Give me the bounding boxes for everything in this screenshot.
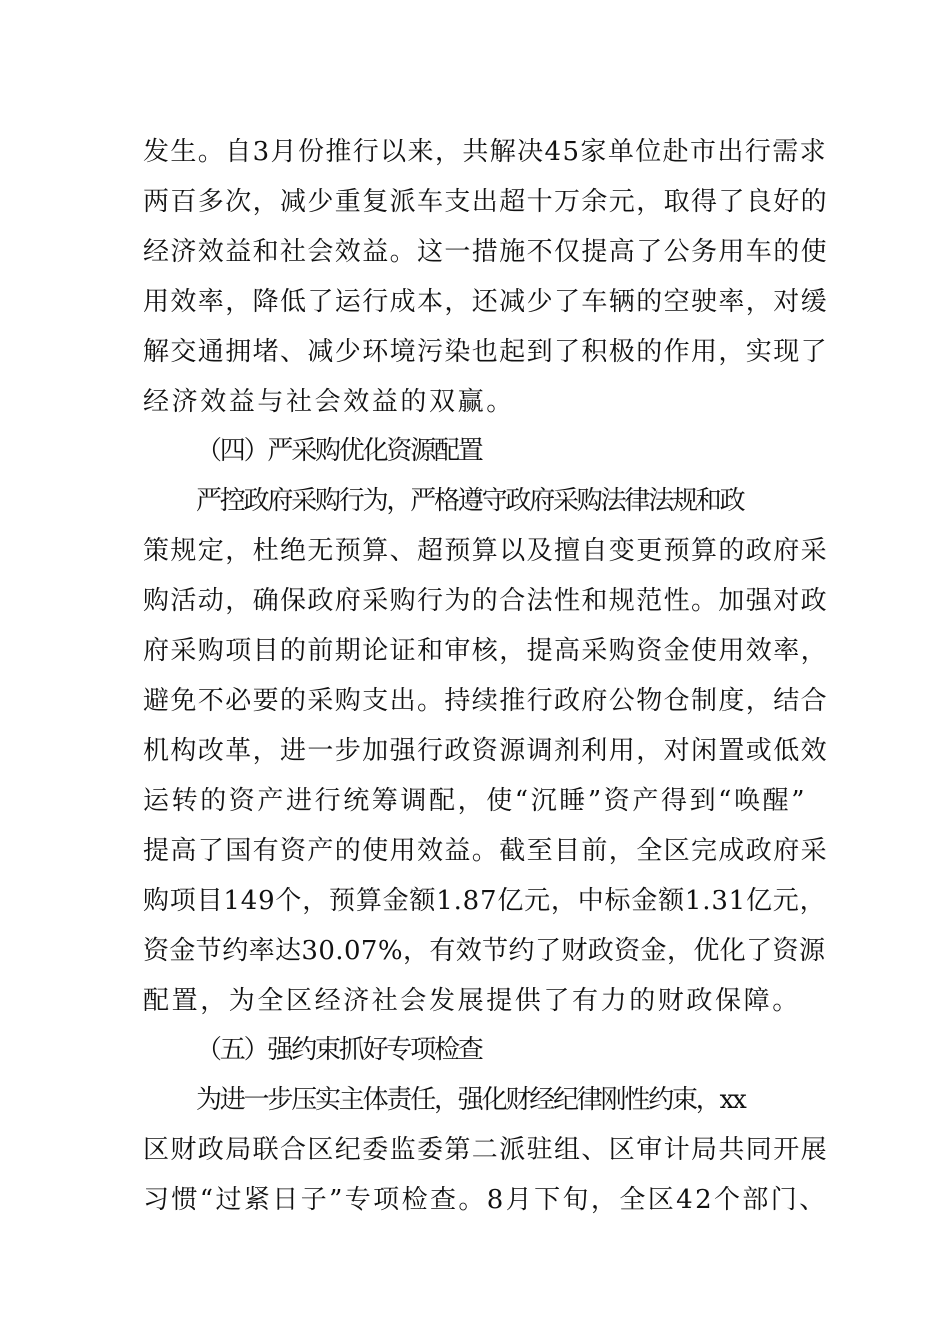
text-line: 购活动，确保政府采购行为的合法性和规范性。加强对政	[143, 586, 829, 616]
text-line: 严控政府采购行为，严格遵守政府采购法律法规和政	[196, 486, 744, 516]
text-line: 购项目149个，预算金额1.87亿元，中标金额1.31亿元，	[143, 886, 827, 916]
section-heading-4: （四）严采购优化资源配置	[196, 436, 482, 466]
section-heading-5: （五）强约束抓好专项检查	[196, 1035, 482, 1065]
text-line: 发生。自3月份推行以来，共解决45家单位赴市出行需求	[143, 137, 828, 167]
text-line: 提高了国有资产的使用效益。截至目前，全区完成政府采	[143, 836, 829, 866]
text-line: 经济效益和社会效益。这一措施不仅提高了公务用车的使	[143, 237, 829, 267]
text-line: 习惯“过紧日子”专项检查。8月下旬，全区42个部门、	[143, 1185, 828, 1215]
text-line: 府采购项目的前期论证和审核，提高采购资金使用效率，	[143, 636, 829, 666]
text-line: 区财政局联合区纪委监委第二派驻组、区审计局共同开展	[143, 1135, 829, 1165]
text-line: 配置，为全区经济社会发展提供了有力的财政保障。	[143, 986, 801, 1016]
text-line: 运转的资产进行统筹调配，使“沉睡”资产得到“唤醒”	[143, 786, 808, 816]
text-line: 避免不必要的采购支出。持续推行政府公物仓制度，结合	[143, 686, 829, 716]
text-line: 用效率，降低了运行成本，还减少了车辆的空驶率，对缓	[143, 287, 829, 317]
text-line: 解交通拥堵、减少环境污染也起到了积极的作用，实现了	[143, 337, 829, 367]
text-line: 两百多次，减少重复派车支出超十万余元，取得了良好的	[143, 187, 829, 217]
text-line: 经济效益与社会效益的双赢。	[143, 387, 515, 417]
text-line: 策规定，杜绝无预算、超预算以及擅自变更预算的政府采	[143, 536, 829, 566]
text-line: 资金节约率达30.07%，有效节约了财政资金，优化了资源	[143, 936, 826, 966]
text-line: 为进一步压实主体责任，强化财经纪律刚性约束，xx	[196, 1085, 745, 1115]
text-line: 机构改革，进一步加强行政资源调剂利用，对闲置或低效	[143, 736, 829, 766]
